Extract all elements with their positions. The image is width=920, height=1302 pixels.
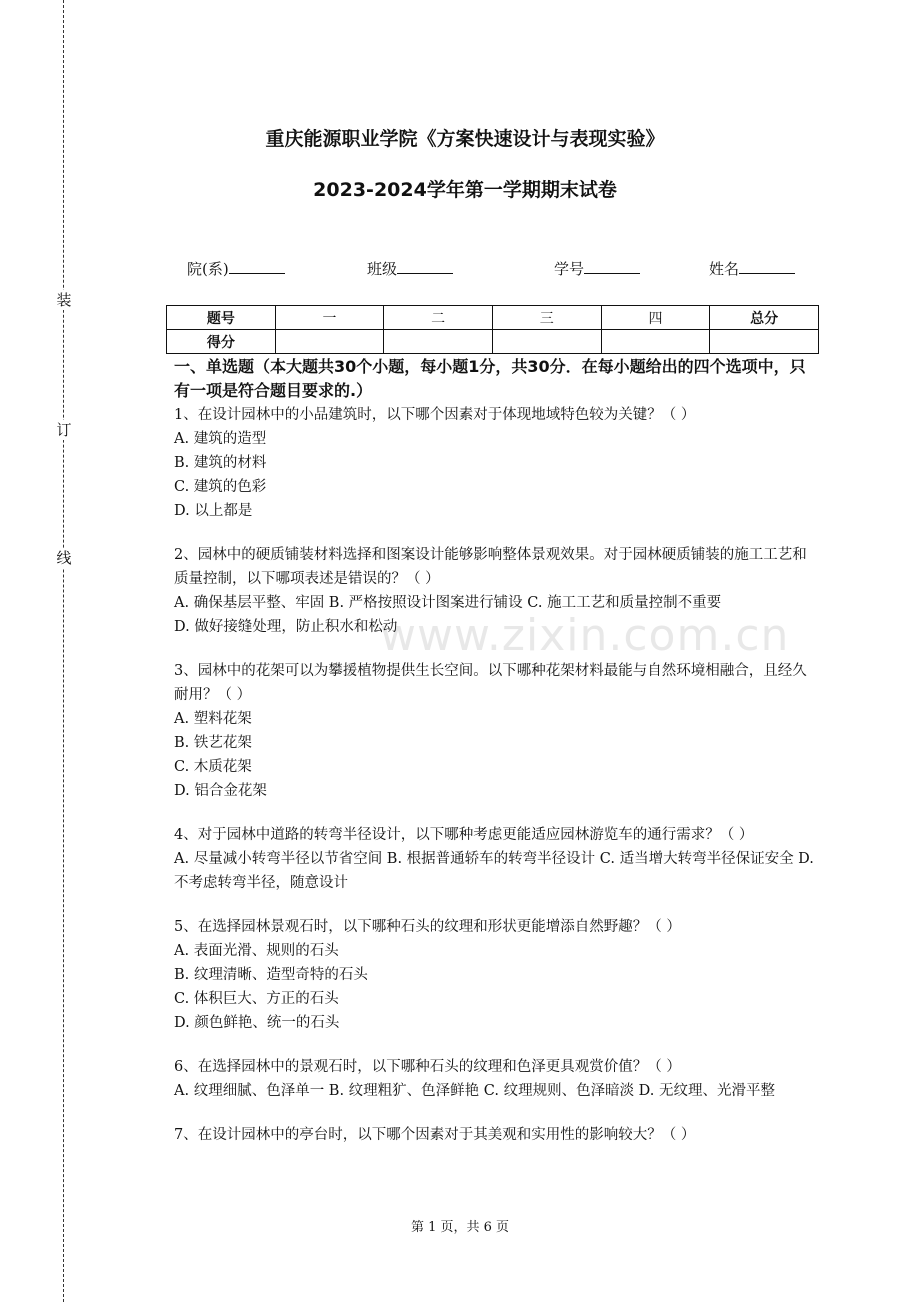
exam-title-line2: 2023-2024学年第一学期期末试卷	[313, 179, 617, 201]
question-3	[174, 659, 820, 803]
info-blank[interactable]	[229, 259, 285, 274]
score-cell[interactable]	[710, 330, 819, 354]
section-heading: 一、单选题（本大题共30个小题，每小题1分，共30分．在每小题给出的四个选项中，只有一项是符合题目要求的.）	[174, 357, 806, 400]
info-blank[interactable]	[739, 259, 795, 274]
score-header-cell: 一	[275, 306, 384, 330]
exam-title-line1: 重庆能源职业学院《方案快速设计与表现实验》	[265, 128, 665, 150]
binding-dashed-line	[63, 0, 64, 1302]
info-label: 院(系)	[187, 260, 229, 278]
question-option: B. 纹理清晰、造型奇特的石头	[174, 967, 368, 983]
watermark-text: www.zixin.com.cn	[380, 610, 790, 661]
question-text: 7、在设计园林中的亭台时，以下哪个因素对于其美观和实用性的影响较大？（ ）	[174, 1127, 696, 1143]
score-cell[interactable]	[275, 330, 384, 354]
question-option: D. 以上都是	[174, 503, 253, 519]
page-footer: 第 1 页，共 6 页	[410, 1220, 510, 1235]
score-cell[interactable]	[384, 330, 493, 354]
question-option: B. 建筑的材料	[174, 455, 267, 471]
question-option: A. 塑料花架	[174, 711, 252, 727]
info-field-student-id	[554, 258, 640, 279]
question-option: C. 木质花架	[174, 759, 252, 775]
exam-content	[174, 355, 820, 1147]
score-header-cell: 四	[601, 306, 710, 330]
question-option: A. 建筑的造型	[174, 431, 267, 447]
score-header-cell: 二	[384, 306, 493, 330]
question-5	[174, 915, 820, 1035]
question-option: D. 颜色鲜艳、统一的石头	[174, 1015, 340, 1031]
question-2	[174, 543, 820, 639]
question-text: 2、园林中的硬质铺装材料选择和图案设计能够影响整体景观效果。对于园林硬质铺装的施工工艺和质量控制，以下哪项表述是错误的？（ ）	[174, 547, 807, 587]
score-header-cell: 题号	[167, 306, 276, 330]
question-option: B. 铁艺花架	[174, 735, 252, 751]
question-4	[174, 823, 820, 895]
question-option: C. 建筑的色彩	[174, 479, 267, 495]
info-blank[interactable]	[397, 259, 453, 274]
question-text: 6、在选择园林中的景观石时，以下哪种石头的纹理和色泽更具观赏价值？（ ）	[174, 1059, 681, 1075]
question-1	[174, 403, 820, 523]
question-option: C. 体积巨大、方正的石头	[174, 991, 339, 1007]
score-header-cell: 总分	[710, 306, 819, 330]
question-option: A. 尽量减小转弯半径以节省空间 B. 根据普通轿车的转弯半径设计 C. 适当增大转弯半径保证安全 D. 不考虑转弯半径，随意设计	[174, 851, 814, 891]
info-label: 学号	[554, 260, 585, 278]
info-field-name	[709, 258, 795, 279]
question-6	[174, 1055, 820, 1103]
score-row-label: 得分	[167, 330, 276, 354]
info-label: 班级	[367, 260, 398, 278]
question-option: A. 纹理细腻、色泽单一 B. 纹理粗犷、色泽鲜艳 C. 纹理规则、色泽暗淡 D. 无纹理、光滑平整	[174, 1083, 776, 1099]
score-header-cell: 三	[492, 306, 601, 330]
question-text: 5、在选择园林景观石时，以下哪种石头的纹理和形状更能增添自然野趣？（ ）	[174, 919, 681, 935]
score-table-header-row	[167, 306, 819, 330]
question-option: A. 确保基层平整、牢固 B. 严格按照设计图案进行铺设 C. 施工工艺和质量控制不重要	[174, 595, 722, 611]
score-cell[interactable]	[492, 330, 601, 354]
info-field-department	[187, 258, 285, 279]
binding-char-zhuang: 装	[56, 291, 72, 309]
score-table-score-row	[167, 330, 819, 354]
question-option: D. 做好接缝处理，防止积水和松动	[174, 619, 398, 635]
question-text: 3、园林中的花架可以为攀援植物提供生长空间。以下哪种花架材料最能与自然环境相融合，且经久耐用？（ ）	[174, 663, 807, 703]
question-text: 1、在设计园林中的小品建筑时，以下哪个因素对于体现地域特色较为关键？（ ）	[174, 407, 696, 423]
question-7	[174, 1123, 820, 1147]
info-blank[interactable]	[584, 259, 640, 274]
binding-char-ding: 订	[56, 421, 72, 439]
score-table	[166, 305, 819, 354]
question-text: 4、对于园林中道路的转弯半径设计，以下哪种考虑更能适应园林游览车的通行需求？（ ）	[174, 827, 754, 843]
info-label: 姓名	[709, 260, 740, 278]
question-option: A. 表面光滑、规则的石头	[174, 943, 339, 959]
score-cell[interactable]	[601, 330, 710, 354]
question-option: D. 铝合金花架	[174, 783, 267, 799]
binding-char-xian: 线	[56, 549, 72, 567]
info-field-class	[367, 258, 453, 279]
